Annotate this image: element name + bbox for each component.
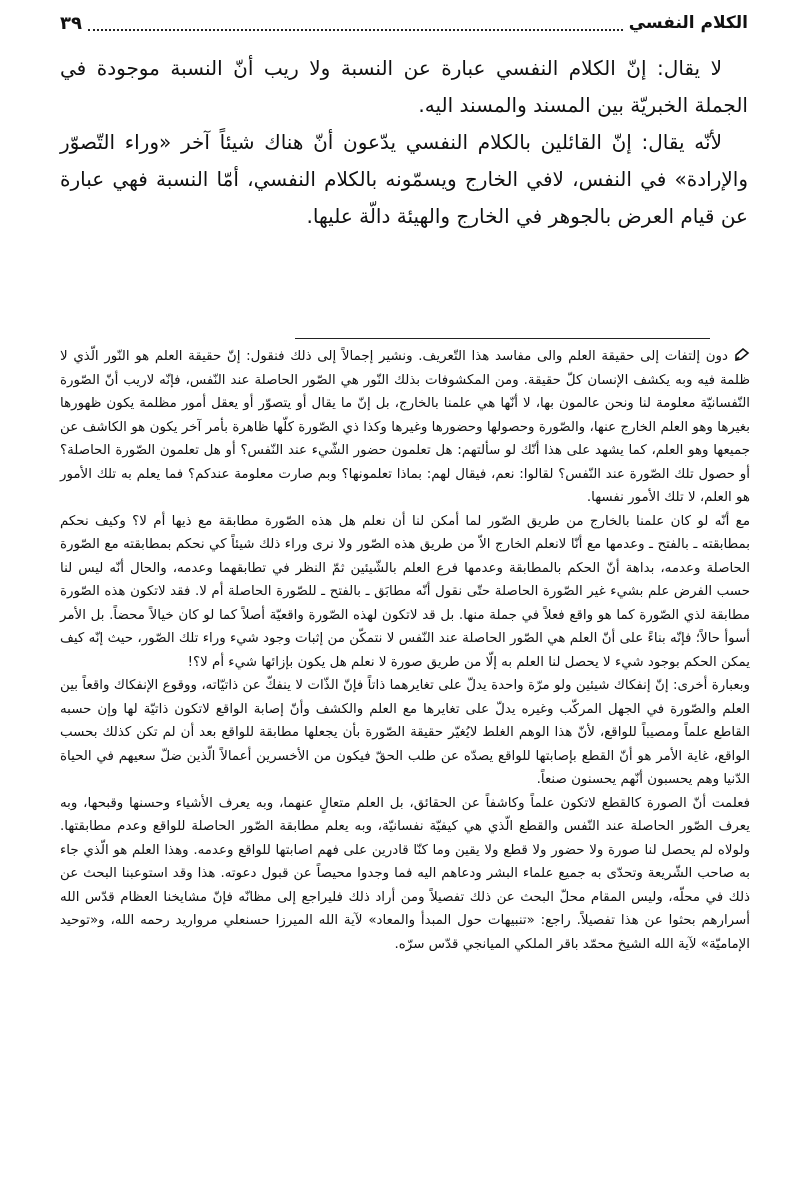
footnote-paragraph-4: فعلمت أنّ الصورة كالقطع لاتكون علماً وكاشفاً عن الحقائق، بل العلم متعالٍ عنهما، وبه يعرف الأشياء وحسنها وقبحها، وبه يعرف الصّور الحاصلة عند النّفس والقطع الّذي هي كيفيّة نفسانيّة، وبه يعلم مطابقة الصّور الحاصلة للواقع وعدم مطابقتها. ولولاه لم يحصل لنا صورة ولا حضور ولا قطع ولا يقين وما كنّا قادرين على فهم اصابتها للواقع وعدمه. وهذا العلم هو الّذي جاء به صاحب الشّريعة وتحدّى به جميع علماء البشر ودعاهم اليه فما وجدوا محيصاً عن قبول دعوته. هذا وقد استوعبنا البحث عن ذلك في محلّه، وليس المقام محلّ البحث عن ذلك تفصيلاً ومن أراد ذلك فليراجع إلى مظانّه فإنّ مشايخنا العظام قدّس الله أسرارهم بحثوا عن هذا تفصيلاً. راجع: «تنبيهات حول المبدأ والمعاد» لآية الله الميرزا حسنعلي مرواريد رحمه الله، و«توحيد الإماميّة» لآية الله الشيخ محمّد باقر الملكي الميانجي قدّس سرّه. <box>60 795 750 952</box>
running-header <box>60 6 748 40</box>
chapter-title: الكلام النفسي <box>628 13 748 33</box>
main-paragraph-1: لا يقال: إنّ الكلام النفسي عبارة عن النسبة ولا ريب أنّ النسبة موجودة في الجملة الخبريّة بين المسند والمسند اليه. <box>60 56 748 117</box>
main-text <box>60 50 748 235</box>
leader-dots <box>88 29 623 31</box>
footnote-separator <box>295 338 710 339</box>
footnote-paragraph-3: وبعبارة أخرى: إنّ إنفكاك شيئين ولو مرّة واحدة يدلّ على تغايرهما ذاتاً فإنّ الذّات لا ينفكّ عن ذاتيّاته، ووقوع الإنفكاك واقعاً بين العلم والصّورة في الجهل المركّب وغيره يدلّ على تغايرها مع العلم والكشف وأنّ إصابة الواقع لاتكون ذاتيّة لها وإن حسبه القاطع علماً ومصيباً للواقع، لأنّ هذا الوهم الغلط لايُغيّر حقيقة الصّورة بأن يجعلها مطابقة للواقع بعد أن لم تكن كذلك بحسب الواقع، غاية الأمر هو أنّ القطع بإصابتها للواقع يصدّه عن طلب الحقّ فيكون من الأخسرين أعمالاً الّذين ضلّ سعيهم في الحياة الدّنيا وهم يحسبون أنّهم يحسنون صنعاً. <box>60 678 750 787</box>
footnote-paragraph-1 <box>60 345 750 510</box>
main-paragraph-2: لأنّه يقال: إنّ القائلين بالكلام النفسي يدّعون أنّ هناك شيئاً آخر «وراء التّصوّر والإرادة» في النفس، لافي الخارج ويسمّونه بالكلام النفسي، أمّا النسبة فهي عبارة عن قيام العرض بالجوهر في الخارج والهيئة دالّة عليها. <box>60 130 748 228</box>
footnote-text-1: دون إلتفات إلى حقيقة العلم والى مفاسد هذا التّعريف. ونشير إجمالاً إلى ذلك فنقول: إنّ حقيقة العلم هو النّور الّذي لا ظلمة فيه وبه يكشف الإنسان كلّ حقيقة. ومن المكشوفات بذلك النّور هي الصّور الحاصلة عند النّفس، فإنّه لاريب أنّ الصّورة النّفسانيّة معلومة لنا ونحن عالمون بها، لا أنّها هي علمنا بالخارج، بل إنّ ما يقال أو يتصوّر أو يعقل أمور مظلمة يكون ظهورها بغيرها وهو العلم الخارج عنها، والصّورة وحصولها وحضورها وغيرها وكذا ذي الصّورة كلّها ظاهرة بأمر آخر يكون هو الكاشف عن جميعها وهو العلم، كما يشهد على هذا أنّك لو سألتهم: هل تعلمون حضور الشّيء عند النّفس؟ أو هل تعلمون الصّورة الحاصلة؟ أو حصول تلك الصّورة عند النّفس؟ لقالوا: نعم، فيقال لهم: بماذا تعلمونها؟ وبم صارت معلومة عندكم؟ فما يعلم به تلك الأمور هو العلم، لا تلك الأمور نفسها. <box>60 349 750 505</box>
pencil-icon <box>734 347 750 361</box>
footnote-paragraph-2: مع أنّه لو كان علمنا بالخارج من طريق الصّور لما أمكن لنا أن نعلم هل هذه الصّورة مطابقة مع ذيها أم لا؟ وكيف نحكم بمطابقته ـ بالفتح ـ وعدمها مع أنّا لانعلم الخارج الاّ من طريق هذه الصّور ولا نرى وراء ذلك شيئاً كي نحكم بمطابقته مع الصّورة الحاصلة وعدمه، بداهة أنّ الحكم بالمطابقة وعدمها فرع العلم بالشّيئين ثمّ النظر في تطابقهما وعدمه، والحال أنّه ليس لنا حسب الفرض علم بشيء غير الصّورة الحاصلة حتّى نقول أنّه مطابَق ـ بالفتح ـ للصّورة الحاصلة أم لا. فقد لاتكون هذه الصّورة مطابقة لذي الصّورة كما هو واقع فعلاً في جملة منها. بل قد لاتكون لهذه الصّورة واقعيّة أصلاً كما لو كان خيالاً محضاً. بل الأمر أسوأ حالاً؛ فإنّه بناءً على أنّ العلم هي الصّور الحاصلة عند النّفس لا نتمكّن من إثبات وجود شيء وراء تلك الصّور، حيث إنّه كيف يمكن الحكم بوجود شيء لا يحصل لنا العلم به إلّا من طريق صورة لا نعلم هل يكون بإزائها شيء أم لا؟! <box>60 513 750 670</box>
page-number: ٣٩ <box>60 12 82 34</box>
footnote <box>60 345 750 956</box>
